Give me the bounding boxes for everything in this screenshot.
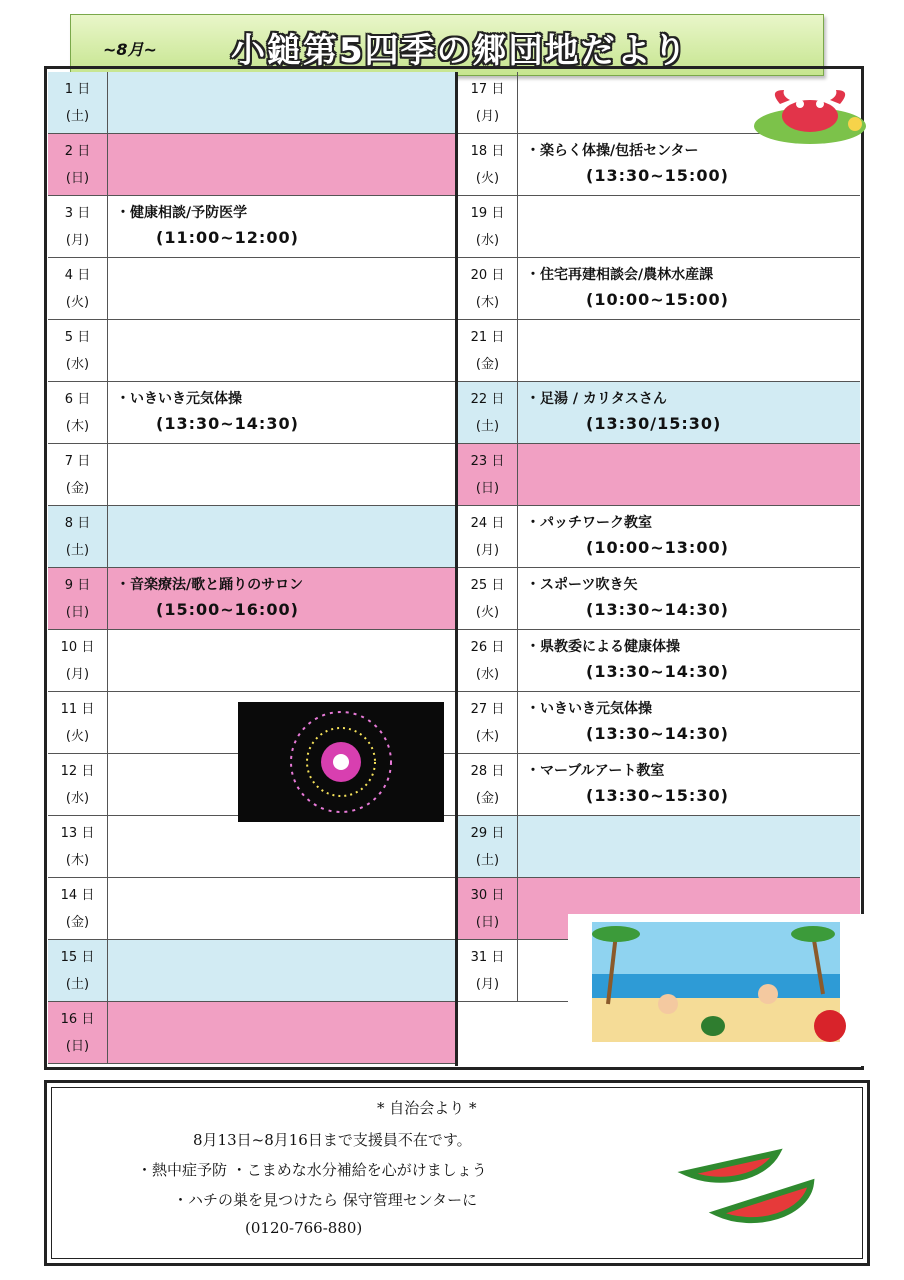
day-cell (48, 320, 108, 381)
day-unit: 日 (77, 516, 91, 531)
day-number: 2 (64, 144, 74, 159)
day-number: 24 (470, 516, 488, 531)
event-time: (10:00~15:00) (586, 290, 729, 309)
day-cell (458, 692, 518, 753)
day-number: 5 (64, 330, 74, 345)
day-cell (458, 196, 518, 257)
notice-phone: (0120-766-880) (245, 1219, 363, 1237)
crab-claw (830, 90, 845, 104)
day-cell (458, 630, 518, 691)
day-row (48, 72, 455, 134)
event-title: ・健康相談/予防医学 (116, 205, 248, 221)
event-title: ・いきいき元気体操 (116, 391, 242, 407)
day-row (458, 754, 860, 816)
day-unit: 日 (81, 950, 95, 965)
day-cell (48, 754, 108, 815)
day-row (458, 816, 860, 878)
day-unit: 日 (491, 578, 505, 593)
weekday-label: (土) (65, 109, 90, 124)
event-time: (13:30/15:30) (586, 414, 722, 433)
weekday-label: (水) (65, 791, 90, 806)
day-row (48, 816, 455, 878)
day-row (458, 568, 860, 630)
day-number: 25 (470, 578, 488, 593)
day-cell (48, 878, 108, 939)
event-title: ・楽らく体操/包括センター (526, 143, 699, 159)
day-row (458, 630, 860, 692)
day-unit: 日 (491, 888, 505, 903)
weekday-label: (火) (65, 295, 90, 310)
day-cell (48, 506, 108, 567)
weekday-label: (火) (475, 171, 500, 186)
day-number: 28 (470, 764, 488, 779)
flower-shape (848, 117, 862, 131)
day-row (48, 940, 455, 1002)
weekday-label: (日) (475, 481, 500, 496)
day-row (458, 320, 860, 382)
day-number: 11 (60, 702, 78, 717)
child-figure (658, 994, 678, 1014)
day-row (458, 506, 860, 568)
day-cell (48, 382, 108, 443)
event-time: (15:00~16:00) (156, 600, 299, 619)
weekday-label: (金) (65, 915, 90, 930)
day-unit: 日 (491, 330, 505, 345)
watermelon-slice (717, 1183, 811, 1220)
weekday-label: (木) (475, 295, 500, 310)
day-cell (48, 940, 108, 1001)
day-unit: 日 (491, 516, 505, 531)
day-number: 15 (60, 950, 78, 965)
event-time: (13:30~15:00) (586, 166, 729, 185)
day-unit: 日 (491, 454, 505, 469)
day-row (48, 630, 455, 692)
sea (592, 974, 840, 998)
day-row (48, 444, 455, 506)
weekday-label: (水) (475, 667, 500, 682)
day-row (458, 444, 860, 506)
event-title: ・音楽療法/歌と踊りのサロン (116, 577, 304, 593)
day-number: 12 (60, 764, 78, 779)
day-unit: 日 (491, 702, 505, 717)
crab-body (782, 100, 838, 132)
day-unit: 日 (81, 888, 95, 903)
notice-line: ・熱中症予防 ・こまめな水分補給を心がけましょう (137, 1161, 487, 1179)
day-unit: 日 (491, 950, 505, 965)
crab-eye (796, 100, 804, 108)
day-unit: 日 (491, 764, 505, 779)
day-row (48, 320, 455, 382)
day-cell (48, 816, 108, 877)
day-number: 16 (60, 1012, 78, 1027)
weekday-label: (日) (475, 915, 500, 930)
day-cell (48, 1002, 108, 1063)
weekday-label: (月) (65, 233, 90, 248)
day-number: 8 (64, 516, 74, 531)
day-cell (48, 692, 108, 753)
event-time: (11:00~12:00) (156, 228, 299, 247)
notice-heading: * 自治会より * (377, 1099, 477, 1117)
day-cell (458, 754, 518, 815)
day-row (48, 196, 455, 258)
day-row (48, 1002, 455, 1064)
day-number: 29 (470, 826, 488, 841)
day-number: 17 (470, 82, 488, 97)
day-unit: 日 (81, 1012, 95, 1027)
day-number: 9 (64, 578, 74, 593)
day-unit: 日 (77, 206, 91, 221)
event-title: ・県教委による健康体操 (526, 639, 680, 655)
hibiscus-flower (814, 1010, 846, 1042)
event-time: (13:30~15:30) (586, 786, 729, 805)
month-label: ~8月~ (103, 40, 157, 59)
event-title: ・いきいき元気体操 (526, 701, 652, 717)
day-number: 19 (470, 206, 488, 221)
day-cell (48, 134, 108, 195)
day-unit: 日 (491, 268, 505, 283)
notice-box (44, 1080, 870, 1266)
notice-line: 8月13日~8月16日まで支援員不在です。 (193, 1131, 472, 1149)
weekday-label: (月) (65, 667, 90, 682)
crab-eye (816, 100, 824, 108)
weekday-label: (月) (475, 109, 500, 124)
event-time: (13:30~14:30) (586, 662, 729, 681)
day-number: 22 (470, 392, 488, 407)
day-cell (458, 878, 518, 939)
day-row (48, 382, 455, 444)
weekday-label: (水) (475, 233, 500, 248)
weekday-label: (金) (65, 481, 90, 496)
day-unit: 日 (77, 454, 91, 469)
day-cell (458, 816, 518, 877)
day-unit: 日 (77, 578, 91, 593)
day-cell (48, 196, 108, 257)
day-cell (48, 630, 108, 691)
day-cell (458, 444, 518, 505)
watermelon-slice (687, 1153, 777, 1180)
crab-claw (775, 90, 790, 104)
day-number: 18 (470, 144, 488, 159)
notice-line: ・ハチの巣を見つけたら 保守管理センターに (173, 1191, 478, 1209)
day-number: 10 (60, 640, 78, 655)
watermelon-illustration (677, 1133, 827, 1233)
day-row (458, 382, 860, 444)
day-cell (48, 72, 108, 133)
event-time: (13:30~14:30) (156, 414, 299, 433)
weekday-label: (月) (475, 977, 500, 992)
child-figure (758, 984, 778, 1004)
day-unit: 日 (491, 826, 505, 841)
day-unit: 日 (77, 330, 91, 345)
day-number: 23 (470, 454, 488, 469)
day-number: 31 (470, 950, 488, 965)
day-unit: 日 (77, 144, 91, 159)
day-row (458, 196, 860, 258)
day-row (48, 568, 455, 630)
day-number: 4 (64, 268, 74, 283)
weekday-label: (木) (65, 853, 90, 868)
day-number: 26 (470, 640, 488, 655)
event-title: ・足湯 / カリタスさん (526, 391, 667, 407)
day-cell (458, 568, 518, 629)
day-row (48, 134, 455, 196)
day-cell (458, 72, 518, 133)
day-unit: 日 (81, 764, 95, 779)
day-number: 7 (64, 454, 74, 469)
weekday-label: (火) (65, 729, 90, 744)
firework-core (333, 754, 349, 770)
day-unit: 日 (81, 640, 95, 655)
day-cell (48, 444, 108, 505)
weekday-label: (土) (475, 419, 500, 434)
palm-leaves (791, 926, 835, 942)
weekday-label: (水) (65, 357, 90, 372)
day-number: 6 (64, 392, 74, 407)
day-number: 3 (64, 206, 74, 221)
day-cell (458, 258, 518, 319)
day-number: 30 (470, 888, 488, 903)
weekday-label: (土) (65, 977, 90, 992)
event-time: (10:00~13:00) (586, 538, 729, 557)
day-unit: 日 (77, 82, 91, 97)
weekday-label: (土) (475, 853, 500, 868)
day-cell (458, 506, 518, 567)
weekday-label: (日) (65, 605, 90, 620)
day-number: 27 (470, 702, 488, 717)
event-title: ・スポーツ吹き矢 (526, 577, 638, 593)
day-row (48, 258, 455, 320)
fireworks-illustration (238, 702, 444, 822)
beach-illustration (568, 914, 864, 1066)
day-cell (458, 320, 518, 381)
day-number: 20 (470, 268, 488, 283)
weekday-label: (月) (475, 543, 500, 558)
weekday-label: (木) (475, 729, 500, 744)
day-unit: 日 (491, 82, 505, 97)
day-number: 13 (60, 826, 78, 841)
column-divider (455, 72, 458, 1066)
day-unit: 日 (81, 826, 95, 841)
weekday-label: (土) (65, 543, 90, 558)
day-cell (48, 258, 108, 319)
weekday-label: (火) (475, 605, 500, 620)
weekday-label: (金) (475, 357, 500, 372)
event-title: ・パッチワーク教室 (526, 515, 652, 531)
day-cell (458, 382, 518, 443)
day-row (458, 258, 860, 320)
page-title: 小鎚第5四季の郷団地だより (231, 31, 689, 71)
day-cell (458, 940, 518, 1001)
day-row (48, 878, 455, 940)
day-unit: 日 (491, 640, 505, 655)
day-number: 14 (60, 888, 78, 903)
day-unit: 日 (491, 392, 505, 407)
day-unit: 日 (491, 144, 505, 159)
day-number: 1 (64, 82, 74, 97)
day-unit: 日 (81, 702, 95, 717)
day-row (458, 692, 860, 754)
palm-leaves (592, 926, 640, 942)
day-unit: 日 (77, 392, 91, 407)
day-cell (48, 568, 108, 629)
weekday-label: (木) (65, 419, 90, 434)
event-title: ・住宅再建相談会/農林水産課 (526, 267, 714, 283)
day-number: 21 (470, 330, 488, 345)
day-row (48, 506, 455, 568)
event-title: ・マーブルアート教室 (526, 763, 665, 779)
day-unit: 日 (77, 268, 91, 283)
day-unit: 日 (491, 206, 505, 221)
day-cell (458, 134, 518, 195)
event-time: (13:30~14:30) (586, 724, 729, 743)
weekday-label: (金) (475, 791, 500, 806)
event-time: (13:30~14:30) (586, 600, 729, 619)
watermelon-ball (701, 1016, 725, 1036)
weekday-label: (日) (65, 171, 90, 186)
weekday-label: (日) (65, 1039, 90, 1054)
crab-illustration (740, 84, 868, 146)
